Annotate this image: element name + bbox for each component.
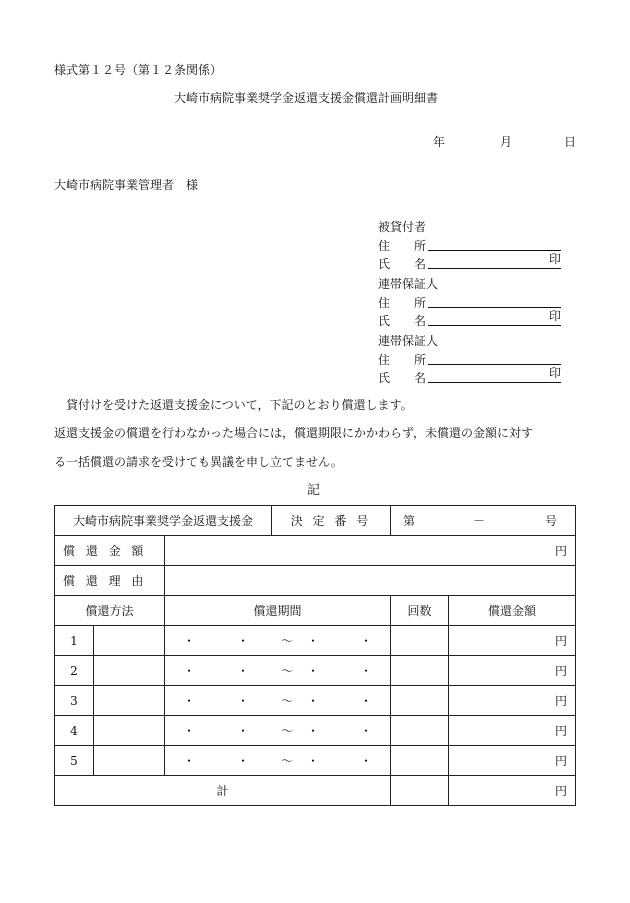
row-number: 2 <box>55 656 94 686</box>
dot: ・ <box>359 633 373 648</box>
dot: ・ <box>236 663 250 678</box>
dot: ・ <box>182 723 196 738</box>
ki-heading: 記 <box>307 483 321 498</box>
tilde: ～ <box>280 723 294 738</box>
date-day: 日 <box>564 135 577 149</box>
amount-yen: 円 <box>449 746 576 776</box>
count-cell <box>391 686 449 716</box>
row-number: 3 <box>55 686 94 716</box>
party-heading-guarantor: 連帯保証人 <box>378 277 439 291</box>
table-row <box>55 716 576 746</box>
method-cell <box>94 626 165 656</box>
document-title: 大崎市病院事業奨学金返還支援金償還計画明細書 <box>174 91 439 105</box>
body-line-3: る一括償還の請求を受けても異議を申し立てません。 <box>54 455 343 469</box>
dot: ・ <box>359 723 373 738</box>
reason-label: 償還理由 <box>55 566 165 596</box>
address-blank <box>428 237 561 251</box>
table-row <box>55 626 576 656</box>
count-cell <box>391 656 449 686</box>
total-row <box>55 776 576 806</box>
header-amount: 償還金額 <box>449 596 576 626</box>
amount-yen: 円 <box>449 716 576 746</box>
header-period: 償還期間 <box>165 596 391 626</box>
name-label: 氏 名 <box>378 371 427 385</box>
dot: ・ <box>236 753 250 768</box>
dot: ・ <box>236 723 250 738</box>
method-cell <box>94 746 165 776</box>
address-label: 住 所 <box>378 353 427 367</box>
seal-mark: 印 <box>548 309 561 323</box>
reason-value <box>165 566 576 596</box>
dot: ・ <box>182 753 196 768</box>
dot: ・ <box>236 693 250 708</box>
name-label: 氏 名 <box>378 257 427 271</box>
total-label: 計 <box>55 776 391 806</box>
row-number: 4 <box>55 716 94 746</box>
count-cell <box>391 716 449 746</box>
tilde: ～ <box>280 663 294 678</box>
header-count: 回数 <box>391 596 449 626</box>
period-cell <box>165 626 391 656</box>
name-label: 氏 名 <box>378 314 427 328</box>
amount-yen: 円 <box>449 686 576 716</box>
dot: ・ <box>359 753 373 768</box>
dash-label: － <box>473 513 486 528</box>
total-yen: 円 <box>449 776 576 806</box>
dot: ・ <box>236 633 250 648</box>
form-number: 様式第１２号（第１２条関係） <box>54 63 223 77</box>
total-count-cell <box>391 776 449 806</box>
date-month: 月 <box>500 135 513 149</box>
table-row <box>55 686 576 716</box>
header-method: 償還方法 <box>55 596 165 626</box>
dot: ・ <box>306 663 320 678</box>
method-cell <box>94 716 165 746</box>
address-blank <box>428 294 561 308</box>
method-cell <box>94 656 165 686</box>
dot: ・ <box>182 663 196 678</box>
address-blank <box>428 351 561 365</box>
count-cell <box>391 746 449 776</box>
amount-yen: 円 <box>449 656 576 686</box>
tilde: ～ <box>280 633 294 648</box>
period-cell <box>165 746 391 776</box>
address-label: 住 所 <box>378 239 427 253</box>
repayment-table <box>54 505 576 806</box>
dot: ・ <box>182 693 196 708</box>
tilde: ～ <box>280 693 294 708</box>
body-line-1: 貸付けを受けた返還支援金について，下記のとおり償還します。 <box>66 398 413 412</box>
name-blank <box>428 366 561 383</box>
seal-mark: 印 <box>548 252 561 266</box>
dot: ・ <box>306 693 320 708</box>
amount-yen: 円 <box>449 626 576 656</box>
dai-label: 第 <box>403 513 416 528</box>
tilde: ～ <box>280 753 294 768</box>
method-cell <box>94 686 165 716</box>
reason-row <box>55 566 576 596</box>
party-heading-guarantor: 連帯保証人 <box>378 334 439 348</box>
name-blank <box>428 252 561 269</box>
body-line-2: 返還支援金の償還を行わなかった場合には，償還期限にかかわらず，未償還の金額に対す <box>54 426 534 440</box>
dot: ・ <box>306 753 320 768</box>
party-heading-borrower: 被貸付者 <box>378 220 427 234</box>
row-number: 1 <box>55 626 94 656</box>
row-number: 5 <box>55 746 94 776</box>
period-cell <box>165 686 391 716</box>
period-cell <box>165 656 391 686</box>
address-label: 住 所 <box>378 296 427 310</box>
dot: ・ <box>306 633 320 648</box>
table-row <box>55 746 576 776</box>
amount-label: 償還金額 <box>55 536 165 566</box>
decision-number-label: 決 定 番 号 <box>272 506 391 536</box>
header-row <box>55 596 576 626</box>
dot: ・ <box>359 663 373 678</box>
addressee: 大崎市病院事業管理者 様 <box>54 178 199 192</box>
name-blank <box>428 309 561 326</box>
amount-row <box>55 536 576 566</box>
fund-name: 大崎市病院事業奨学金返還支援金 <box>55 506 272 536</box>
fund-row <box>55 506 576 536</box>
amount-yen: 円 <box>165 536 576 566</box>
table-row <box>55 656 576 686</box>
date-year: 年 <box>433 135 446 149</box>
dot: ・ <box>182 633 196 648</box>
count-cell <box>391 626 449 656</box>
go-label: 号 <box>545 513 558 528</box>
dot: ・ <box>359 693 373 708</box>
period-cell <box>165 716 391 746</box>
seal-mark: 印 <box>548 366 561 380</box>
dot: ・ <box>306 723 320 738</box>
decision-number-field <box>391 506 576 536</box>
